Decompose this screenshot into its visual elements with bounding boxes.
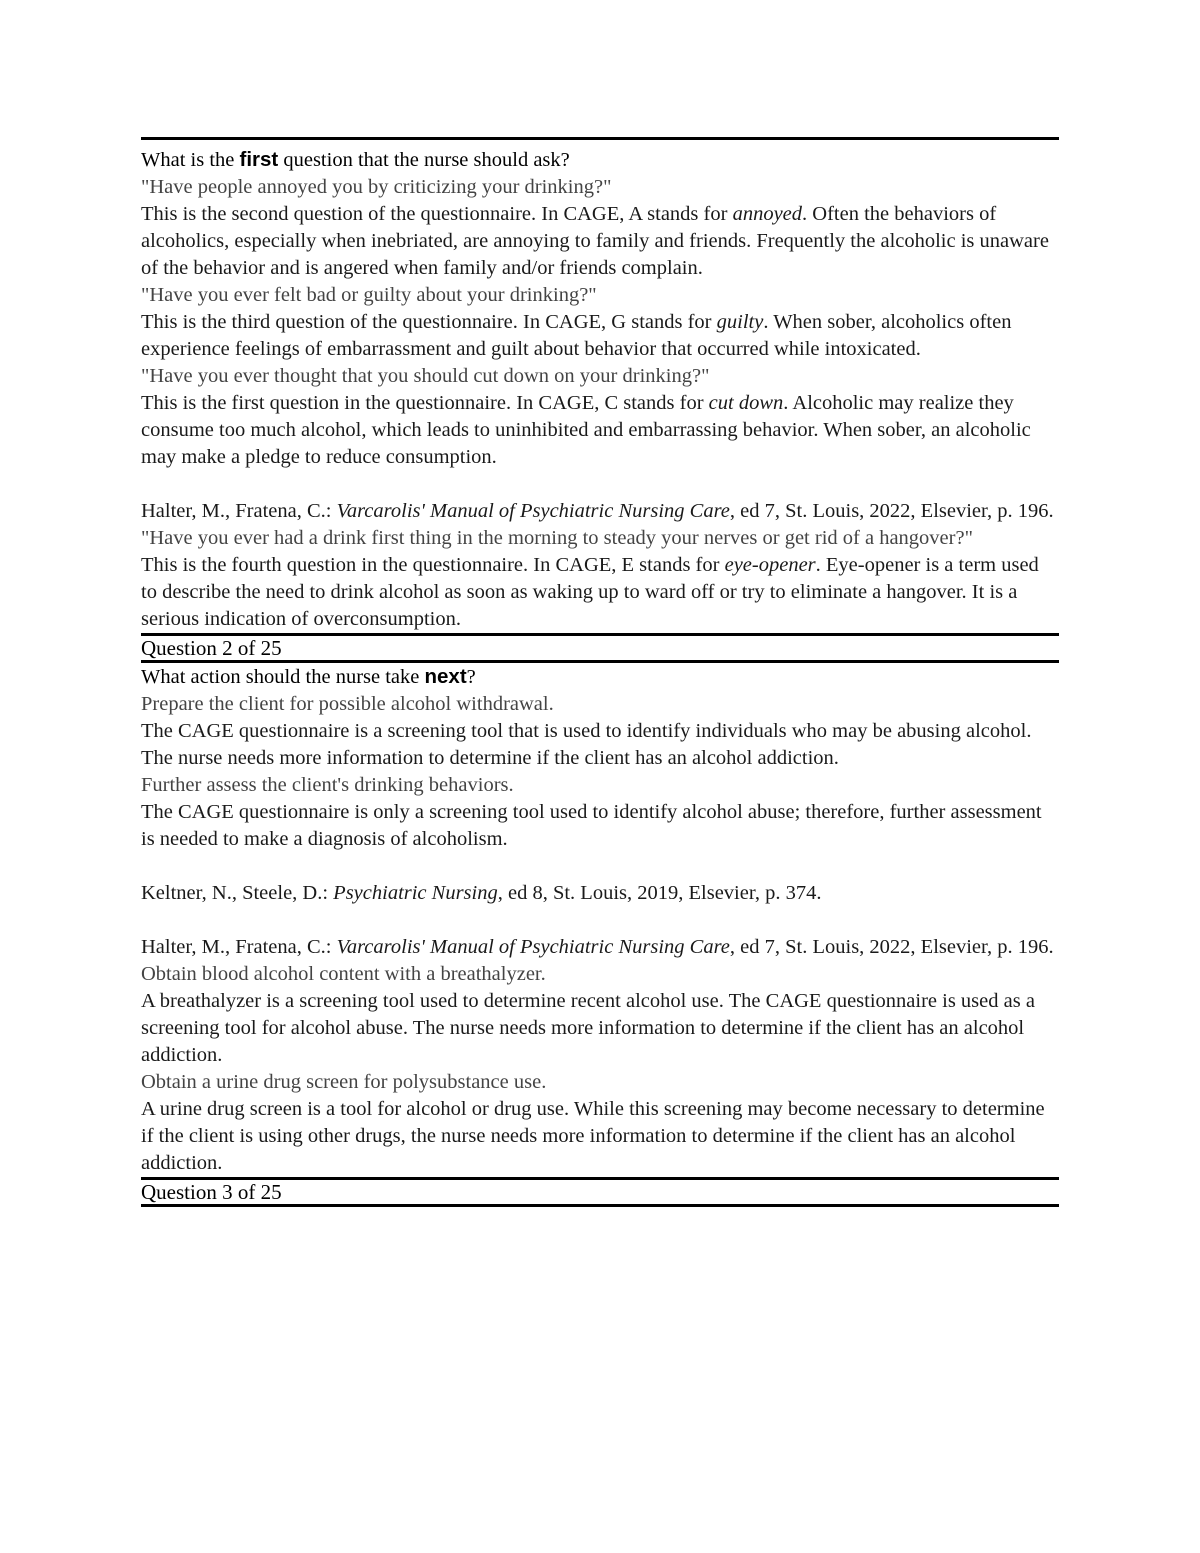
spacer	[141, 853, 1059, 880]
rationale-text: This is the third question of the questionnaire. In CAGE, G stands for	[141, 311, 717, 333]
rationale-text: This is the fourth question in the questionnaire. In CAGE, E stands for	[141, 554, 725, 576]
reference-citation	[141, 498, 1059, 525]
prompt-text: What action should the nurse take	[141, 666, 425, 688]
reference-citation	[141, 880, 1059, 907]
citation-title: Varcarolis' Manual of Psychiatric Nursing Care	[336, 500, 730, 522]
divider-top	[141, 137, 1059, 140]
answer-option[interactable]: "Have you ever felt bad or guilty about your drinking?"	[141, 284, 597, 306]
answer-option[interactable]: Prepare the client for possible alcohol withdrawal.	[141, 693, 554, 715]
rationale-emphasis: annoyed	[732, 203, 803, 225]
rationale-emphasis: cut down	[708, 392, 784, 414]
question-number: Question 3 of 25	[141, 1180, 282, 1204]
question-2-prompt	[141, 663, 1059, 691]
answer-option[interactable]: "Have you ever had a drink first thing in the morning to steady your nerves or get rid of a hangover?"	[141, 527, 973, 549]
rationale-emphasis: eye-opener	[724, 554, 816, 576]
rationale-emphasis: guilty	[716, 311, 764, 333]
divider	[141, 1204, 1059, 1207]
answer-rationale	[141, 552, 1059, 633]
question-number: Question 2 of 25	[141, 636, 282, 660]
answer-rationale: A breathalyzer is a screening tool used to determine recent alcohol use. The CAGE questionnaire is used as a screening tool for alcohol abuse. The nurse needs more information to determine if the client has an alcohol addiction.	[141, 990, 1035, 1066]
citation-authors: Keltner, N., Steele, D.:	[141, 882, 334, 904]
prompt-text: ?	[466, 666, 476, 688]
prompt-emphasis: first	[239, 148, 279, 171]
rationale-text: This is the first question in the questionnaire. In CAGE, C stands for	[141, 392, 709, 414]
prompt-text: question that the nurse should ask?	[278, 149, 570, 171]
rationale-text: . When sober, alcoholics often experience feelings of embarrassment and guilt about behavior that occurred while intoxicated.	[141, 311, 1012, 360]
rationale-text: . Often the behaviors of alcoholics, especially when inebriated, are annoying to family and friends. Frequently the alcoholic is unaware of the behavior and is angered when family and/or friends complain.	[141, 203, 1049, 279]
answer-rationale: The CAGE questionnaire is only a screening tool used to identify alcohol abuse; therefore, further assessment is needed to make a diagnosis of alcoholism.	[141, 801, 1042, 850]
spacer	[141, 471, 1059, 498]
document-page	[141, 137, 1059, 1207]
answer-rationale	[141, 390, 1059, 471]
answer-rationale	[141, 309, 1059, 363]
prompt-emphasis: next	[424, 665, 467, 688]
prompt-text: What is the	[141, 149, 240, 171]
rationale-text: . Eye-opener is a term used to describe the need to drink alcohol as soon as waking up to ward off or try to eliminate a hangover. It is a serious indication of overconsumption.	[141, 554, 1039, 630]
answer-rationale	[141, 201, 1059, 282]
citation-details: , ed 8, St. Louis, 2019, Elsevier, p. 374.	[497, 882, 822, 904]
spacer	[141, 907, 1059, 934]
reference-citation	[141, 934, 1059, 961]
citation-details: , ed 7, St. Louis, 2022, Elsevier, p. 196.	[729, 936, 1054, 958]
answer-option[interactable]: "Have you ever thought that you should cut down on your drinking?"	[141, 365, 710, 387]
citation-authors: Halter, M., Fratena, C.:	[141, 936, 337, 958]
citation-details: , ed 7, St. Louis, 2022, Elsevier, p. 196.	[729, 500, 1054, 522]
citation-authors: Halter, M., Fratena, C.:	[141, 500, 337, 522]
rationale-text: This is the second question of the questionnaire. In CAGE, A stands for	[141, 203, 733, 225]
answer-rationale: The CAGE questionnaire is a screening tool that is used to identify individuals who may be abusing alcohol. The nurse needs more information to determine if the client has an alcohol addiction.	[141, 720, 1032, 769]
citation-title: Psychiatric Nursing	[333, 882, 498, 904]
answer-option[interactable]: Further assess the client's drinking behaviors.	[141, 774, 514, 796]
answer-option[interactable]: Obtain blood alcohol content with a breathalyzer.	[141, 963, 546, 985]
citation-title: Varcarolis' Manual of Psychiatric Nursing Care	[336, 936, 730, 958]
answer-option[interactable]: "Have people annoyed you by criticizing your drinking?"	[141, 176, 612, 198]
question-1-prompt	[141, 146, 1059, 174]
answer-rationale: A urine drug screen is a tool for alcohol or drug use. While this screening may become necessary to determine if the client is using other drugs, the nurse needs more information to determine if the client has an alcohol addiction.	[141, 1098, 1045, 1174]
answer-option[interactable]: Obtain a urine drug screen for polysubstance use.	[141, 1071, 547, 1093]
rationale-text: . Alcoholic may realize they consume too much alcohol, which leads to uninhibited and embarrassing behavior. When sober, an alcoholic may make a pledge to reduce consumption.	[141, 392, 1031, 468]
